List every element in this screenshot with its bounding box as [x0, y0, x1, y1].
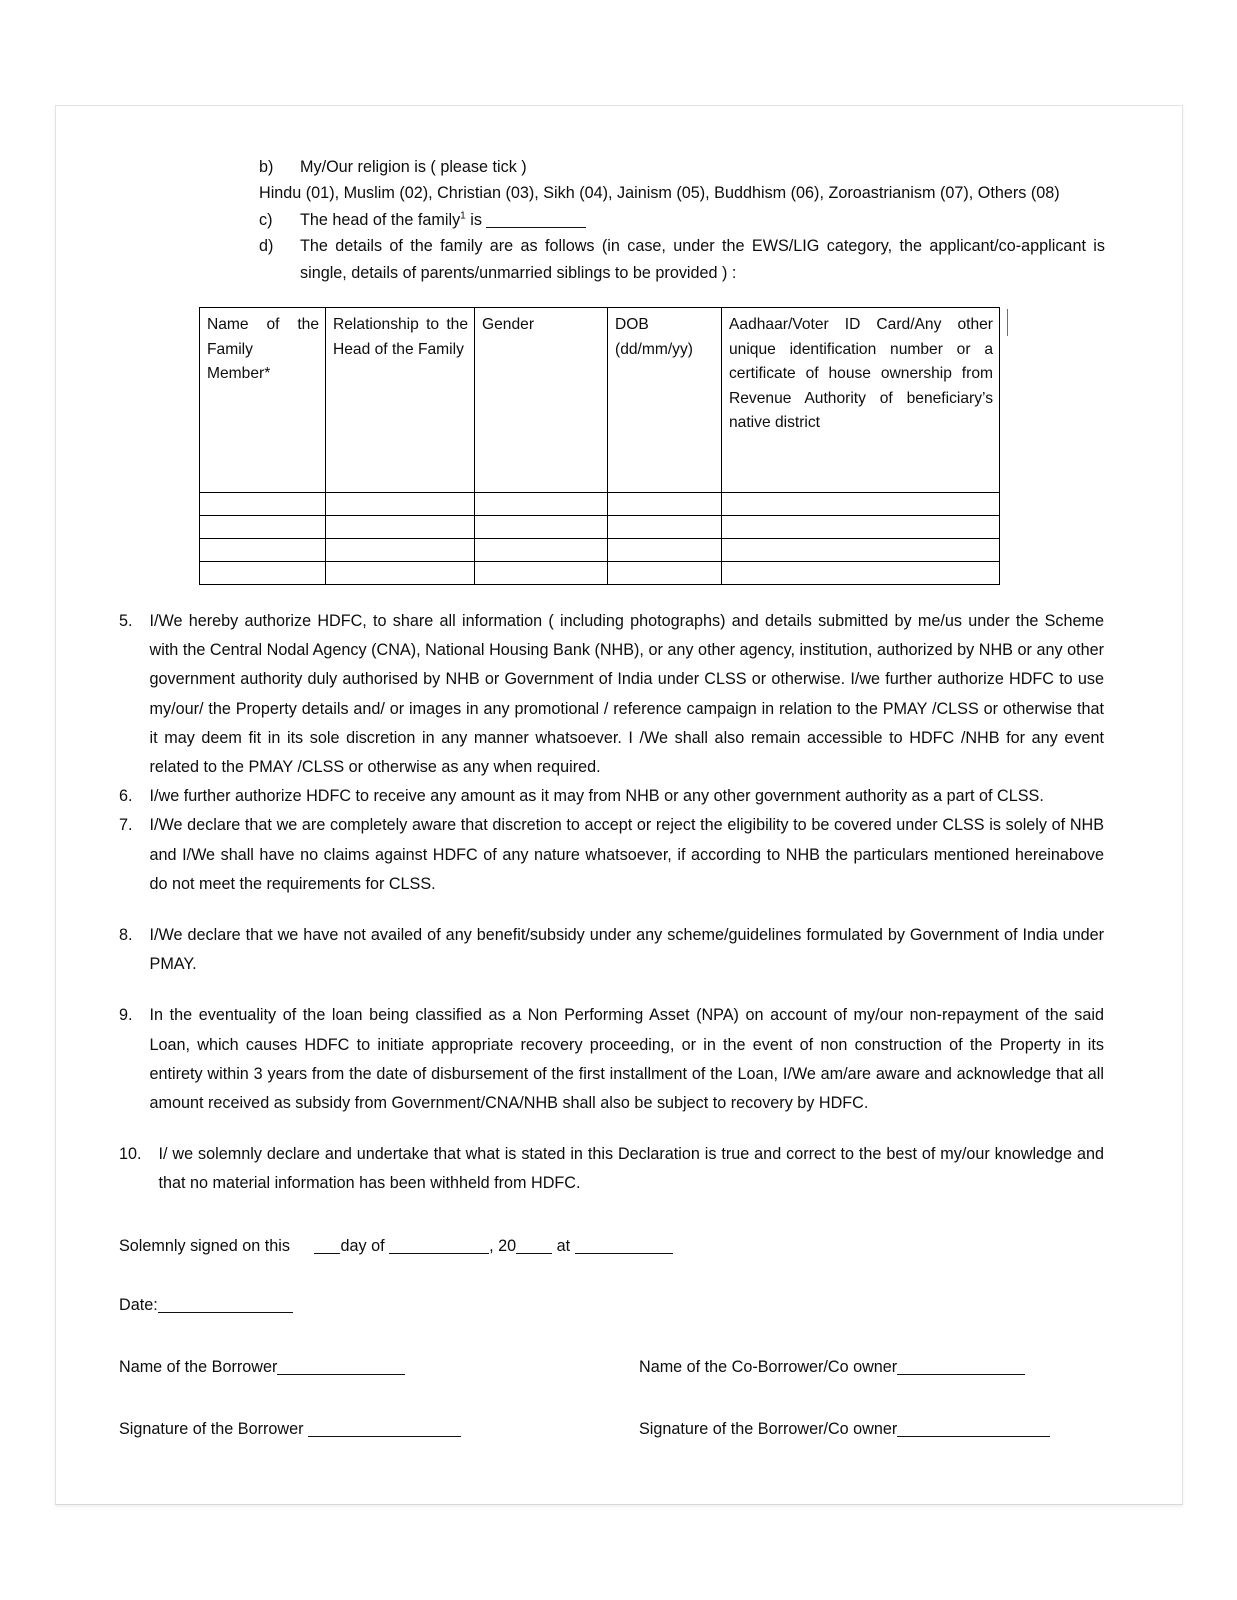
solemnly-signed-line [56, 1233, 1104, 1259]
place-blank[interactable] [575, 1253, 673, 1254]
list-marker-d: d) [259, 237, 274, 256]
cell-name[interactable] [200, 493, 326, 516]
cell-name[interactable] [200, 562, 326, 585]
cell-relationship[interactable] [326, 562, 475, 585]
cell-gender[interactable] [475, 562, 608, 585]
comma-separator: , [489, 1236, 494, 1255]
list-item-c [259, 207, 1105, 233]
year-blank[interactable] [516, 1253, 552, 1254]
head-of-family-text: The head of the family [300, 210, 461, 229]
clause-text-5: I/We hereby authorize HDFC, to share all information ( including photographs) and details submitted by me/us under the Scheme with the Central Nodal Agency (CNA), National Housing Bank (NHB), or any other agency, institution, authorized by NHB or any other government authority duly authorised by NHB or Government of India under CLSS or otherwise. I/we further authorize HDFC to use my/our/ the Property details and/ or images in any promotional / reference campaign in relation to the PMAY /CLSS or otherwise that it may deem fit in its sole discretion in any manner whatsoever. I /We shall also remain accessible to HDFC /NHB for any event related to the PMAY /CLSS or otherwise as any when required. [149, 612, 1104, 777]
signature-block [119, 1233, 1104, 1442]
clause-text-10: I/ we solemnly declare and undertake that what is stated in this Declaration is true and correct to the best of my/our knowledge and that no material information has been withheld from HDFC. [158, 1145, 1104, 1193]
day-blank[interactable] [314, 1253, 340, 1254]
cell-dob[interactable] [608, 516, 722, 539]
cell-aadhaar[interactable] [722, 516, 1000, 539]
table-row[interactable] [200, 562, 1000, 585]
clause-marker-10: 10. [119, 1145, 142, 1164]
names-row [56, 1354, 1104, 1380]
cell-gender[interactable] [475, 516, 608, 539]
clause-text-7: I/We declare that we are completely aware that discretion to accept or reject the eligibility to be covered under CLSS is solely of NHB and I/We shall have no claims against HDFC of any nature whatsoever, if according to NHB the particulars mentioned hereinabove do not meet the requirements for CLSS. [149, 816, 1104, 893]
borrower-name-label: Name of the Borrower [119, 1357, 278, 1376]
table-header-name: Name of the Family Member* [200, 308, 326, 493]
list-text-c [300, 207, 1105, 233]
list-text-d: The details of the family are as follows (in case, under the EWS/LIG category, the applicant/co-applicant is single, details of parents/unmarried siblings to be provided ) : [300, 237, 1105, 282]
clause-8 [119, 921, 1104, 979]
borrower-name-field [119, 1354, 639, 1380]
at-label: at [556, 1236, 571, 1255]
date-line [56, 1292, 1104, 1318]
cell-aadhaar[interactable] [722, 539, 1000, 562]
list-item-b [259, 154, 1105, 180]
cell-dob[interactable] [608, 539, 722, 562]
co-borrower-signature-blank[interactable] [897, 1436, 1050, 1437]
table-row[interactable] [200, 516, 1000, 539]
borrower-signature-blank[interactable] [308, 1436, 461, 1437]
head-of-family-blank[interactable] [486, 227, 586, 228]
list-marker-c: c) [259, 210, 273, 229]
footnote-marker: 1 [460, 210, 466, 222]
family-details-table-wrap [199, 307, 999, 585]
clause-marker-8: 8. [119, 926, 133, 945]
date-blank[interactable] [158, 1312, 293, 1313]
clause-9 [119, 1001, 1104, 1118]
cell-aadhaar[interactable] [722, 493, 1000, 516]
year-prefix: 20 [498, 1236, 517, 1255]
co-borrower-signature-field [639, 1416, 1104, 1442]
family-details-table [199, 307, 1000, 585]
cell-name[interactable] [200, 539, 326, 562]
cell-name[interactable] [200, 516, 326, 539]
list-marker-b: b) [259, 158, 274, 176]
cell-dob[interactable] [608, 493, 722, 516]
solemnly-signed-prefix: Solemnly signed on this [119, 1236, 290, 1255]
co-borrower-signature-label: Signature of the Borrower/Co owner [639, 1419, 898, 1438]
clause-text-6: I/we further authorize HDFC to receive any amount as it may from NHB or any other government authority as a part of CLSS. [149, 787, 1044, 806]
list-text-b: My/Our religion is ( please tick ) [300, 158, 527, 176]
head-of-family-text-after: is [465, 210, 487, 229]
document-content [119, 154, 1104, 1442]
borrower-signature-label: Signature of the Borrower [119, 1419, 304, 1438]
table-row[interactable] [200, 539, 1000, 562]
table-header-gender: Gender [475, 308, 608, 493]
co-borrower-name-blank[interactable] [897, 1374, 1025, 1375]
cell-gender[interactable] [475, 493, 608, 516]
borrower-name-blank[interactable] [277, 1374, 405, 1375]
table-row[interactable] [200, 493, 1000, 516]
clause-marker-6: 6. [119, 787, 133, 806]
clause-marker-5: 5. [119, 612, 133, 631]
table-header-aadhaar: Aadhaar/Voter ID Card/Any other unique identification number or a certificate of house ownership from Revenue Authority of beneficiary’s native district [722, 308, 1000, 493]
clause-marker-9: 9. [119, 1006, 133, 1025]
cell-dob[interactable] [608, 562, 722, 585]
co-borrower-name-label: Name of the Co-Borrower/Co owner [639, 1357, 898, 1376]
religion-options-line: Hindu (01), Muslim (02), Christian (03), Sikh (04), Jainism (05), Buddhism (06), Zoroastrianism (07), Others (08) [259, 184, 1060, 203]
clause-5 [119, 607, 1104, 782]
cell-aadhaar[interactable] [722, 562, 1000, 585]
cell-relationship[interactable] [326, 539, 475, 562]
month-blank[interactable] [389, 1253, 489, 1254]
table-header-relationship: Relationship to the Head of the Family [326, 308, 475, 493]
lettered-list [259, 154, 1105, 286]
list-item-d [259, 233, 1105, 286]
table-stray-mark [1007, 309, 1008, 336]
clause-text-9: In the eventuality of the loan being classified as a Non Performing Asset (NPA) on account of my/our non-repayment of the said Loan, which causes HDFC to initiate appropriate recovery proceeding, or in the event of non construction of the Property in its entirety within 3 years from the date of disbursement of the first installment of the Loan, I/We am/are aware and acknowledge that all amount received as subsidy from Government/CNA/NHB shall also be subject to recovery by HDFC. [149, 1006, 1104, 1113]
clause-marker-7: 7. [119, 816, 133, 835]
borrower-signature-field [119, 1416, 639, 1442]
table-header-row [200, 308, 1000, 493]
clause-text-8: I/We declare that we have not availed of any benefit/subsidy under any scheme/guidelines formulated by Government of India under PMAY. [149, 926, 1104, 974]
document-page [55, 105, 1183, 1505]
clause-7 [119, 811, 1104, 899]
cell-gender[interactable] [475, 539, 608, 562]
table-header-dob: DOB (dd/mm/yy) [608, 308, 722, 493]
clause-10 [119, 1140, 1104, 1198]
cell-relationship[interactable] [326, 493, 475, 516]
date-label: Date: [119, 1295, 158, 1314]
co-borrower-name-field [639, 1354, 1104, 1380]
numbered-clause-list [119, 607, 1104, 1199]
day-of-label: day of [340, 1236, 385, 1255]
cell-relationship[interactable] [326, 516, 475, 539]
clause-6 [119, 782, 1104, 811]
signatures-row [56, 1416, 1104, 1442]
